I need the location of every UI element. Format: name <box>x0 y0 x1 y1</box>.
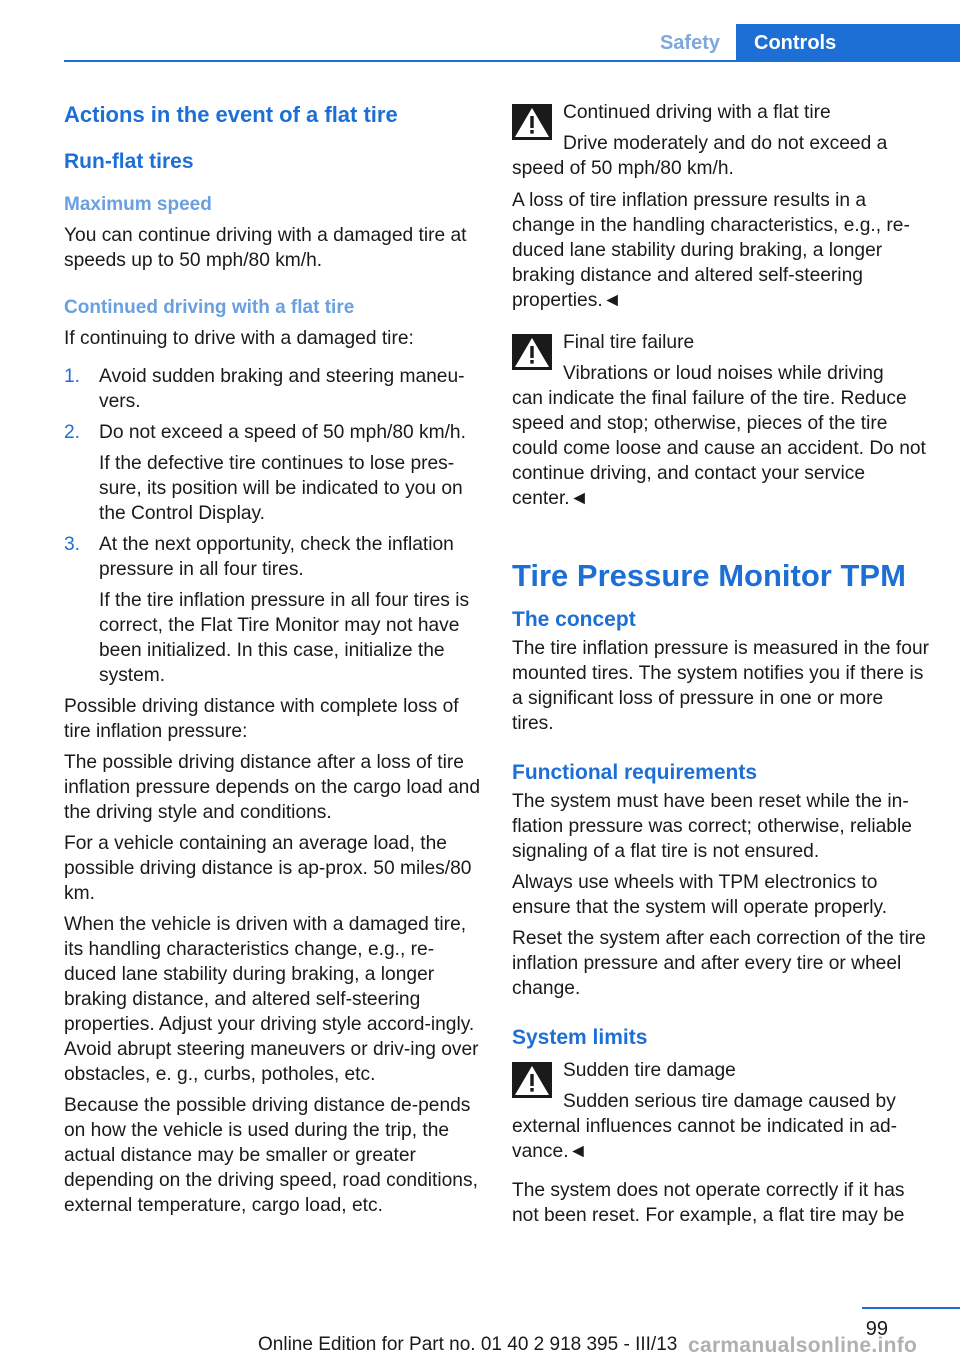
warning-final-failure <box>512 330 930 511</box>
paragraph-actual-distance: Because the possible driving distance de‐pends on how the vehicle is used during the trip, the actual distance may be smaller or greater depending on the driving speed, road conditions, external temperature, cargo load, etc. <box>64 1095 478 1216</box>
heading-functional-requirements: Functional requirements <box>512 761 758 784</box>
concept-text: The tire inflation pressure is measured in the four mounted tires. The system notifies you if there is a significant loss of pressure in one or more tires. <box>512 638 930 734</box>
paragraph-average-load: For a vehicle containing an average load, the possible driving distance is ap‐prox. 50 miles/80 km. <box>64 833 472 904</box>
heading-concept: The concept <box>512 608 636 631</box>
heading-continued-driving: Continued driving with a flat tire <box>64 297 355 318</box>
header-rule <box>64 60 960 62</box>
step-continuation: If the tire inflation pressure in all four tires is correct, the Flat Tire Monitor may not have been initialized. In this case, initialize the system. <box>99 590 470 686</box>
warning-continued-driving <box>512 100 930 181</box>
warning-title: Final tire failure <box>563 332 695 353</box>
watermark-logo: carmanualsonline.info <box>688 1334 918 1357</box>
steps-list <box>64 364 482 688</box>
tab-safety: Safety <box>659 32 720 54</box>
limits-text: The system does not operate correctly if it has not been reset. For example, a flat tire may be <box>512 1180 905 1226</box>
warning-text: external influences cannot be indicated in ad‐vance.◄ <box>512 1116 898 1162</box>
section-title-flat-tire: Actions in the event of a flat tire <box>64 102 398 127</box>
list-item <box>64 532 482 688</box>
paragraph-distance-intro: Possible driving distance with complete loss of tire inflation pressure: <box>64 696 459 742</box>
step-text: Avoid sudden braking and steering maneu‐vers. <box>99 366 465 412</box>
list-item <box>64 420 482 526</box>
warning-title: Continued driving with a flat tire <box>563 102 831 123</box>
paragraph-handling: When the vehicle is driven with a damaged tire, its handling characteristics change, e.g., re‐duced lane stability during braking, a longer braking distance, and altered self-steering properties. Adjust your driving style accord‐ingly. Avoid abrupt steering maneuvers or driv‐ing over obstacles, e. g., curbs, potholes, etc. <box>64 914 479 1085</box>
warning-triangle-icon <box>512 104 552 140</box>
warning-triangle-icon <box>512 1062 552 1098</box>
warning-triangle-icon <box>512 334 552 370</box>
step-text: Do not exceed a speed of 50 mph/80 km/h. <box>99 422 466 443</box>
warning-sudden-damage <box>512 1058 930 1164</box>
heading-max-speed: Maximum speed <box>64 194 212 215</box>
warning-paragraph: A loss of tire inflation pressure results in a change in the handling characteristics, e.g., re‐duced lane stability during braking, a longer braking distance and altered self-steering properties.◄ <box>512 190 910 311</box>
functional-text-wheels: Always use wheels with TPM electronics to ensure that the system will operate properly. <box>512 872 888 918</box>
functional-text-correction: Reset the system after each correction of the tire inflation pressure and after every tire or wheel change. <box>512 928 926 999</box>
continued-intro: If continuing to drive with a damaged tire: <box>64 328 414 349</box>
footer-rule <box>862 1307 960 1309</box>
warning-text: speed of 50 mph/80 km/h. <box>512 158 734 179</box>
step-number: 1. <box>64 366 81 387</box>
functional-text-reset: The system must have been reset while the in‐flation pressure was correct; otherwise, reliable signaling of a flat tire is not ensured. <box>512 791 912 862</box>
step-number: 3. <box>64 534 81 555</box>
warning-text-line: Drive moderately and do not exceed a <box>563 133 888 154</box>
page-number: 99 <box>865 1318 888 1340</box>
step-number: 2. <box>64 422 81 443</box>
left-column <box>64 100 482 1218</box>
list-item <box>64 364 482 414</box>
warning-text-line: Sudden serious tire damage caused by <box>563 1091 896 1112</box>
warning-text: can indicate the final failure of the tire. Reduce speed and stop; otherwise, pieces of the tire could come loose and cause an accident. Do not continue driving, and contact your service center.◄ <box>512 388 926 509</box>
footer-edition-text: Online Edition for Part no. 01 40 2 918 395 - III/13 <box>258 1334 678 1355</box>
subtitle-run-flat: Run-flat tires <box>64 150 194 173</box>
heading-system-limits: System limits <box>512 1026 648 1049</box>
tab-controls: Controls <box>736 24 960 62</box>
max-speed-text: You can continue driving with a damaged tire at speeds up to 50 mph/80 km/h. <box>64 225 467 271</box>
step-continuation: If the defective tire continues to lose pres‐sure, its position will be indicated to you on the Control Display. <box>99 453 463 524</box>
paragraph-distance-depends: The possible driving distance after a loss of tire inflation pressure depends on the cargo load and the driving style and conditions. <box>64 752 481 823</box>
warning-title: Sudden tire damage <box>563 1060 736 1081</box>
heading-tpm: Tire Pressure Monitor TPM <box>512 558 906 593</box>
step-text: At the next opportunity, check the inflation pressure in all four tires. <box>99 534 454 580</box>
warning-text-line: Vibrations or loud noises while driving <box>563 363 884 384</box>
right-column <box>512 100 930 1228</box>
